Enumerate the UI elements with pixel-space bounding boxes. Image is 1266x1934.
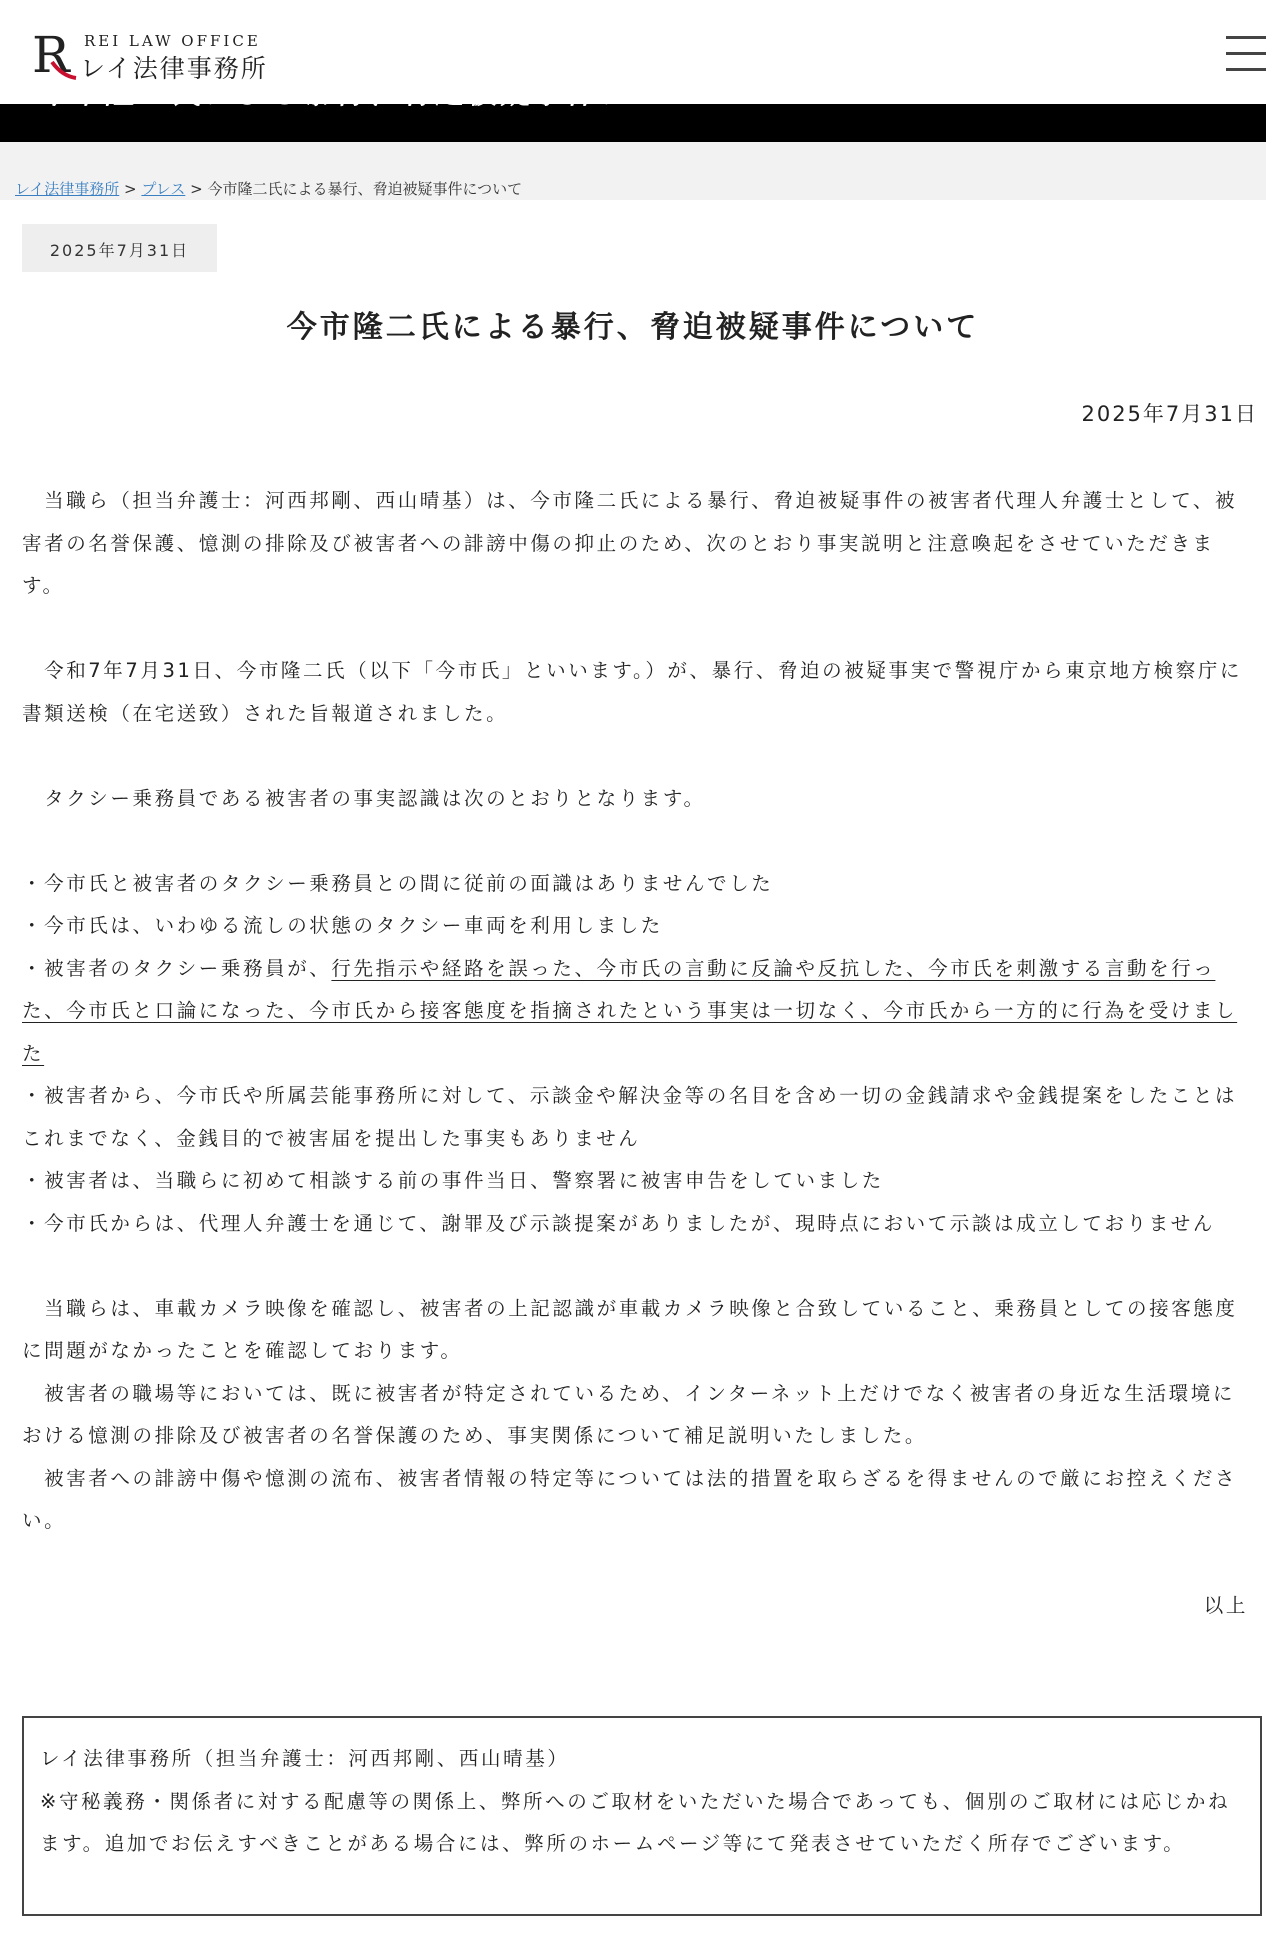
article-closing: 以上: [1203, 1594, 1248, 1617]
breadcrumb-separator: >: [185, 180, 208, 198]
breadcrumb-separator: >: [119, 180, 142, 198]
contact-notice-box: [22, 1716, 1262, 1916]
article-date: 2025年7月31日: [1081, 402, 1258, 426]
fact-bullet-3-underlined: 行先指示や経路を誤った、今市氏の言動に反論や反抗した、今市氏を刺激する言動を行った、今市氏と口論になった、今市氏から接客態度を指摘されたという事実は一切なく、今市氏から一方的に行為を受けました: [22, 956, 1238, 1065]
post-date-badge: [22, 224, 217, 272]
article-paragraph-4: 当職らは、車載カメラ映像を確認し、被害者の上記認識が車載カメラ映像と合致していること、乗務員としての接客態度に問題がなかったことを確認しております。: [22, 1296, 1238, 1362]
rei-logo-mark-icon: [30, 26, 78, 82]
breadcrumb-home-link[interactable]: レイ法律事務所: [15, 180, 120, 198]
contact-notice-text: ※守秘義務・関係者に対する配慮等の関係上、弊所へのご取材をいただいた場合であっても、個別のご取材には応じかねます。追加でお伝えすべきことがある場合には、弊所のホームページ等にて発表させていただく所存でございます。: [40, 1789, 1231, 1855]
fact-bullet-6: ・今市氏からは、代理人弁護士を通じて、謝罪及び示談提案がありましたが、現時点において示談は成立しておりません: [22, 1211, 1216, 1235]
fact-bullet-4: ・被害者から、今市氏や所属芸能事務所に対して、示談金や解決金等の名目を含め一切の金銭請求や金銭提案をしたことはこれまでなく、金銭目的で被害届を提出した事実もありません: [22, 1084, 1238, 1150]
logo-mark-letter: R: [32, 26, 70, 82]
breadcrumb-current: 今市隆二氏による暴行、脅迫被疑事件について: [207, 180, 523, 198]
site-header: [0, 0, 1266, 104]
article-paragraph-6: 被害者への誹謗中傷や憶測の流布、被害者情報の特定等については法的措置を取らざるを得ませんので厳にお控えください。: [22, 1466, 1238, 1532]
site-logo[interactable]: [30, 26, 268, 83]
fact-bullet-5: ・被害者は、当職らに初めて相談する前の事件当日、警察署に被害申告をしていました: [22, 1169, 884, 1192]
logo-text-jp: レイ法律事務所: [80, 54, 268, 83]
article-paragraph-3: タクシー乗務員である被害者の事実認識は次のとおりとなります。: [22, 786, 706, 810]
breadcrumb: [15, 178, 522, 199]
logo-text-en: REI LAW OFFICE: [84, 32, 261, 50]
breadcrumb-press-link[interactable]: プレス: [141, 180, 186, 198]
article-paragraph-5: 被害者の職場等においては、既に被害者が特定されているため、インターネット上だけでなく被害者の身近な生活環境における憶測の排除及び被害者の名誉保護のため、事実関係について補足説明いたしました。: [22, 1381, 1235, 1447]
article-title: 今市隆二氏による暴行、脅迫被疑事件について: [286, 310, 980, 345]
fact-bullet-2: ・今市氏は、いわゆる流しの状態のタクシー車両を利用しました: [22, 914, 663, 937]
fact-bullet-3: [22, 948, 1248, 1076]
article-body: [22, 480, 1248, 1628]
contact-notice-office: レイ法律事務所（担当弁護士：河西邦剛、西山晴基）: [40, 1747, 570, 1770]
article-paragraph-2: 令和7年7月31日、今市隆二氏（以下「今市氏」といいます。）が、暴行、脅迫の被疑事実で警視庁から東京地方検察庁に書類送検（在宅送致）された旨報道されました。: [22, 659, 1243, 725]
fact-bullet-3-lead: ・被害者のタクシー乗務員が、: [22, 956, 332, 980]
article-paragraph-1: 当職ら（担当弁護士：河西邦剛、西山晴基）は、今市隆二氏による暴行、脅迫被疑事件の被害者代理人弁護士として、被害者の名誉保護、憶測の排除及び被害者への誹謗中傷の抑止のため、次のとおり事実説明と注意喚起をさせていただきます。: [22, 489, 1238, 597]
hamburger-menu-icon[interactable]: [1226, 36, 1266, 72]
fact-bullet-1: ・今市氏と被害者のタクシー乗務員との間に従前の面識はありませんでした: [22, 871, 774, 895]
post-date-text: 2025年7月31日: [49, 241, 190, 260]
breadcrumb-bar: [0, 142, 1266, 200]
